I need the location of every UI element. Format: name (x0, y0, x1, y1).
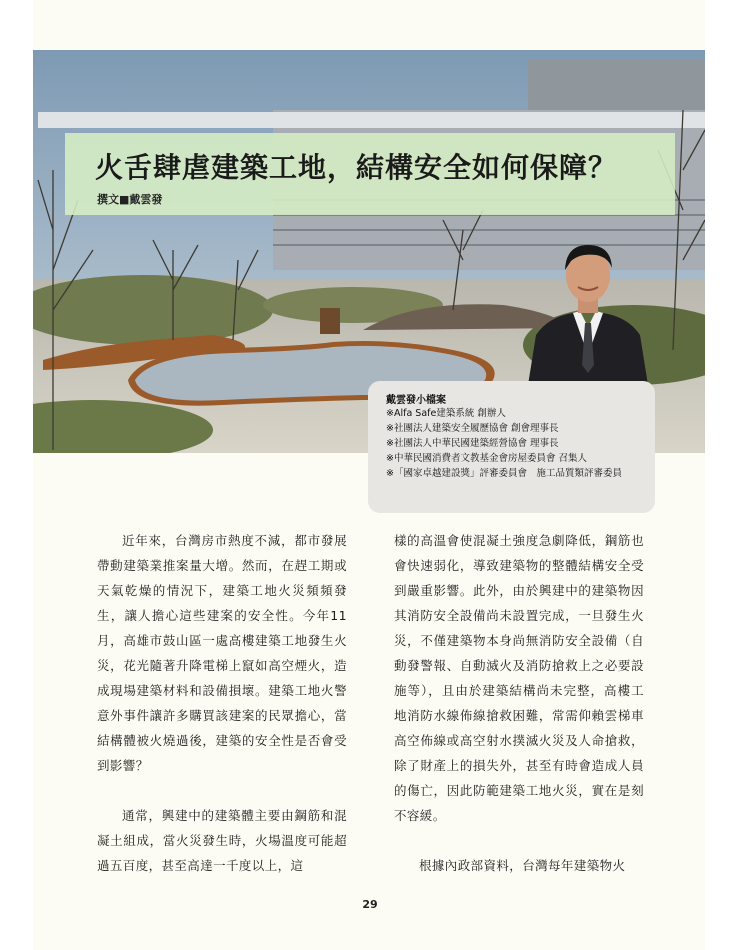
page-number: 29 (362, 898, 378, 911)
author-portrait (528, 235, 648, 385)
bio-item: ※社團法人中華民國建築經營協會 理事長 (386, 438, 559, 449)
bio-item: ※「國家卓越建設獎」評審委員會 施工品質類評審委員 (386, 468, 622, 479)
body-paragraph: 根據內政部資料，台灣每年建築物火 (419, 858, 626, 873)
article-title: 火舌肆虐建築工地，結構安全如何保障？ (95, 151, 618, 184)
bio-item: ※社團法人建築安全履歷協會 創會理事長 (386, 423, 559, 434)
article-byline: 撰文■戴雲發 (97, 193, 163, 206)
article-column-right (394, 528, 644, 903)
body-paragraph: 樣的高溫會使混凝土強度急劇降低，鋼筋也會快速弱化，導致建築物的整體結構安全受到嚴重影響。此外，由於興建中的建築物因其消防安全設備尚未設置完成，一旦發生火災，不僅建築物本身尚無消防安全設備（自動發警報、自動滅火及消防搶救上之必要設施等），且由於建築結構尚未完整，高樓工地消防水線佈線搶救困難，常需仰賴雲梯車高空佈線或高空射水撲滅火災及人命搶救，除了財產上的損失外，甚至有時會造成人員的傷亡，因此防範建築工地火災，實在是刻不容緩。 (394, 533, 644, 823)
body-paragraph: 通常，興建中的建築體主要由鋼筋和混凝土組成，當火災發生時，火場溫度可能超過五百度，甚至高達一千度以上，這 (97, 808, 347, 873)
author-bio-heading: 戴雲發小檔案 (386, 395, 446, 406)
bio-item: ※中華民國消費者文教基金會房屋委員會 召集人 (386, 453, 587, 464)
article-column-left (97, 528, 347, 903)
bio-item: ※Alfa Safe建築系統 創辦人 (386, 408, 506, 419)
author-bio-list (386, 406, 648, 481)
body-paragraph: 近年來，台灣房市熱度不減，都市發展帶動建築業推案量大增。然而，在趕工期或天氣乾燥的情況下，建築工地火災頻頻發生，讓人擔心這些建案的安全性。今年11月，高雄市鼓山區一處高樓建築工地發生火災，花光隨著升降電梯上竄如高空煙火，造成現場建築材料和設備損壞。建築工地火警意外事件讓許多購買該建案的民眾擔心，當結構體被火燒過後，建築的安全性是否會受到影響？ (97, 533, 347, 773)
